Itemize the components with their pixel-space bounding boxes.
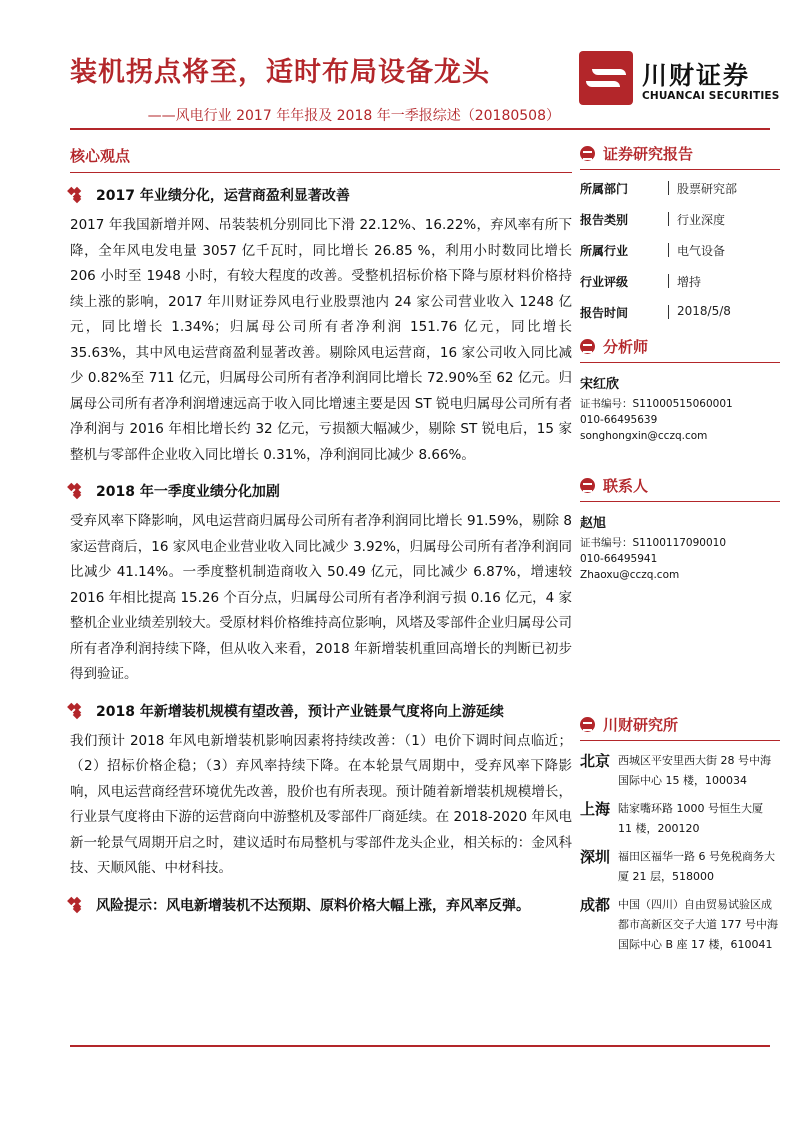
info-value: 增持 xyxy=(677,275,702,289)
info-divider xyxy=(668,243,669,257)
contact-cert: 证书编号：S1100117090010 xyxy=(580,537,727,549)
company-logo xyxy=(578,50,778,110)
address-city: 北京 xyxy=(580,752,611,770)
bullet-diamond-icon xyxy=(70,704,84,718)
core-view-heading: 核心观点 xyxy=(70,147,131,165)
address-row xyxy=(580,751,780,791)
logo-mark-icon xyxy=(578,50,634,106)
analyst-heading xyxy=(580,336,780,363)
address-text: 陆家嘴环路 1000 号恒生大厦 11 楼，200120 xyxy=(618,802,763,835)
report-info-heading-text: 证券研究报告 xyxy=(603,145,694,163)
info-value: 行业深度 xyxy=(677,213,726,227)
info-row xyxy=(580,242,780,273)
analyst-panel xyxy=(580,336,780,444)
section-paragraph: 受弃风率下降影响，风电运营商归属母公司所有者净利润同比增长 91.59%，剔除 8 家运营商后，16 家风电企业营业收入同比减少 3.92%，归属母公司所有者净利润同比减少 41.14%。一季度整机制造商收入 50.49 亿元，同比减少 6.87%，增速较 2016 年相比提高 15.26 个百分点，归属母公司所有者净利润亏损 0.16 亿元，4 家整机企业业绩差别较大。受原材料价格维持高位影响，风塔及零部件企业归属母公司所有者净利润持续下降，但从收入来看，2018 年新增装机重回高增长的判断已初步得到验证。 xyxy=(70,513,572,682)
contact-heading-text: 联系人 xyxy=(603,477,649,495)
header-rule xyxy=(70,128,770,130)
report-subtitle: ——风电行业 2017 年年报及 2018 年一季报综述（20180508） xyxy=(147,108,560,124)
address-city: 深圳 xyxy=(580,848,611,866)
risk-heading xyxy=(70,895,572,915)
info-row xyxy=(580,273,780,304)
institute-icon xyxy=(580,717,595,732)
info-divider xyxy=(668,305,669,319)
section-heading-text: 2018 年新增装机规模有望改善，预计产业链景气度将向上游延续 xyxy=(96,703,504,720)
info-key: 所属部门 xyxy=(580,182,629,196)
address-city: 成都 xyxy=(580,896,611,914)
section-paragraph: 我们预计 2018 年风电新增装机影响因素将持续改善：（1）电价下调时间点临近；（2）招标价格企稳；（3）弃风率持续下降。在本轮景气周期中，受弃风率下降影响，风电运营商经营环境优先改善，股价也有所表现。预计随着新增装机规模增长，行业景气度将由下游的运营商向中游整机及零部件厂商延续。在 2018-2020 年风电新一轮景气周期开启之时，建议适时布局整机与零部件龙头企业，相关标的：金风科技、天顺风能、中材科技。 xyxy=(70,732,572,876)
analyst-cert: 证书编号：S11000515060001 xyxy=(580,398,733,410)
bullet-diamond-icon xyxy=(70,484,84,498)
info-key: 所属行业 xyxy=(580,244,629,258)
report-title: 装机拐点将至，适时布局设备龙头 xyxy=(70,57,490,88)
info-divider xyxy=(668,181,669,195)
info-key: 报告类别 xyxy=(580,213,629,227)
institute-heading-text: 川财研究所 xyxy=(603,716,679,734)
institute-panel xyxy=(580,714,780,963)
analyst-icon xyxy=(580,339,595,354)
report-info-heading xyxy=(580,143,780,170)
contact-email[interactable]: Zhaoxu@cczq.com xyxy=(580,569,680,581)
contact-icon xyxy=(580,478,595,493)
institute-heading xyxy=(580,714,780,741)
risk-heading-text: 风险提示：风电新增装机不达预期、原料价格大幅上涨，弃风率反弹。 xyxy=(96,897,530,914)
info-value: 2018/5/8 xyxy=(677,304,731,318)
analyst-email[interactable]: songhongxin@cczq.com xyxy=(580,430,708,442)
info-row xyxy=(580,211,780,242)
contact-panel xyxy=(580,475,780,583)
info-key: 行业评级 xyxy=(580,275,629,289)
info-value: 电气设备 xyxy=(677,244,726,258)
report-icon xyxy=(580,146,595,161)
analyst-heading-text: 分析师 xyxy=(603,338,649,356)
address-city: 上海 xyxy=(580,800,611,818)
info-key: 报告时间 xyxy=(580,306,629,320)
footer-rule xyxy=(70,1045,770,1047)
info-row xyxy=(580,304,780,335)
address-text: 中国（四川）自由贸易试验区成都市高新区交子大道 177 号中海国际中心 B 座 17 楼，610041 xyxy=(618,898,778,951)
info-value: 股票研究部 xyxy=(677,182,738,196)
contact-phone: 010-66495941 xyxy=(580,553,658,565)
section-heading-text: 2018 年一季度业绩分化加剧 xyxy=(96,484,280,500)
analyst-name: 宋红欣 xyxy=(580,377,620,392)
main-column xyxy=(70,140,572,923)
logo-name-en: CHUANCAI SECURITIES xyxy=(642,90,780,102)
info-divider xyxy=(668,212,669,226)
core-rule xyxy=(70,172,572,173)
report-info-panel xyxy=(580,143,780,335)
logo-name-cn: 川财证券 xyxy=(642,61,751,90)
section-heading xyxy=(70,481,572,501)
info-row xyxy=(580,180,780,211)
bullet-diamond-icon xyxy=(70,188,84,202)
contact-heading xyxy=(580,475,780,502)
address-text: 西城区平安里西大街 28 号中海国际中心 15 楼，100034 xyxy=(618,754,771,787)
info-divider xyxy=(668,274,669,288)
section-heading xyxy=(70,185,572,205)
address-row xyxy=(580,799,780,839)
address-row xyxy=(580,895,780,955)
analyst-phone: 010-66495639 xyxy=(580,414,658,426)
section-heading-text: 2017 年业绩分化，运营商盈利显著改善 xyxy=(96,188,350,204)
bullet-diamond-icon xyxy=(70,898,84,912)
section-paragraph: 2017 年我国新增并网、吊装装机分别同比下滑 22.12%、16.22%，弃风率有所下降，全年风电发电量 3057 亿千瓦时，同比增长 26.85 %，利用小时数同比增长 206 小时至 1948 小时，有较大程度的改善。受整机招标价格下降与原材料价格持续上涨的影响，2017 年川财证券风电行业股票池内 24 家公司营业收入 1248 亿元，同比增长 1.34%；归属母公司所有者净利润 151.76 亿元，同比增长 35.63%，其中风电运营商盈利显著改善。剔除风电运营商，16 家公司收入同比减少 0.82%至 711 亿元，归属母公司所有者净利润同比增长 72.90%至 62 亿元。归属母公司所有者净利润增速远高于收入同比增速主要是因 ST 锐电归属母公司所有者净利润与 2016 年相比增长约 32 亿元，亏损额大幅减少，剔除 ST 锐电后，15 家整机与零部件企业收入同比增长 0.31%，净利润同比减少 8.66%。 xyxy=(70,217,572,463)
address-row xyxy=(580,847,780,887)
contact-name: 赵旭 xyxy=(580,516,607,531)
address-text: 福田区福华一路 6 号免税商务大厦 21 层，518000 xyxy=(618,850,775,883)
section-heading xyxy=(70,701,572,721)
